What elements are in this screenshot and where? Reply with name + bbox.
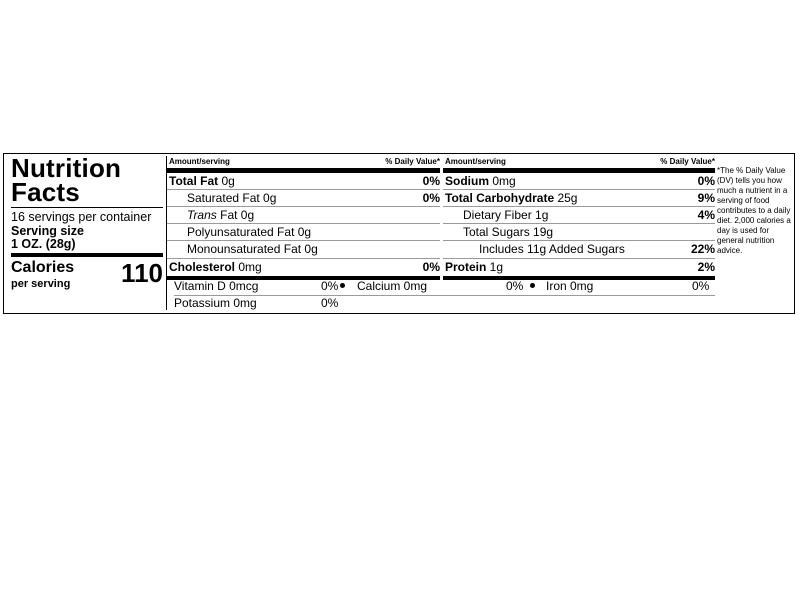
daily-value-footnote: *The % Daily Value (DV) tells you how much a nutrient in a serving of food contributes to a daily diet. 2,000 calories a day is used for general nutrition advice. (717, 166, 791, 255)
dv-header: % Daily Value* (385, 157, 440, 166)
nutrient-dv: 0% (422, 174, 440, 188)
nutrient-row-total-fat (167, 173, 440, 190)
calcium-label: Calcium 0mg (357, 279, 428, 293)
nutrient-amount: 0mg (235, 260, 262, 274)
nutrient-row-polyunsaturated-fat (167, 224, 440, 241)
nutrient-row-trans-fat (167, 207, 440, 224)
nutrient-amount: 19g (529, 225, 554, 239)
nutrient-amount: 25g (554, 191, 578, 205)
nutrient-name: Monounsaturated Fat (187, 242, 302, 256)
nutrition-facts-label (3, 153, 795, 314)
nutrient-dv: 9% (697, 191, 715, 205)
nutrient-name: Cholesterol (169, 260, 236, 274)
nutrient-amount: 0g (301, 242, 318, 256)
vitamins-row-1 (174, 278, 715, 296)
calories-row (11, 257, 163, 291)
nutrient-name: Trans (187, 208, 217, 222)
vitamin-d-dv: 0% (321, 279, 339, 293)
nutrient-amount: 0g (218, 174, 235, 188)
amount-header: Amount/serving (445, 157, 506, 166)
nutrient-row-protein (443, 259, 715, 276)
iron-label: Iron 0mg (546, 279, 594, 293)
title-rule (11, 207, 163, 208)
column-header (443, 156, 715, 168)
label-title (11, 153, 163, 207)
nutrient-amount: 1g (531, 208, 549, 222)
nutrient-amount: 0mg (489, 174, 516, 188)
nutrient-name: Protein (445, 260, 487, 274)
iron-dv: 0% (692, 279, 710, 293)
nutrient-dv: 4% (697, 208, 715, 222)
nutrient-row-total-carbohydrate (443, 190, 715, 207)
nutrient-name: Polyunsaturated Fat (187, 225, 295, 239)
title-line-1: Nutrition (11, 153, 122, 183)
vitamin-d-label: Vitamin D 0mcg (174, 279, 259, 293)
nutrient-row-added-sugars (443, 241, 715, 259)
nutrient-name: Sodium (445, 174, 489, 188)
nutrient-amount: 1g (486, 260, 504, 274)
calcium-dv: 0% (506, 279, 524, 293)
amount-header: Amount/serving (169, 157, 230, 166)
potassium-label: Potassium 0mg (174, 296, 257, 310)
nutrient-amount: Fat 0g (216, 208, 255, 222)
nutrient-name: Dietary Fiber (463, 208, 532, 222)
nutrient-name: Total Sugars (463, 225, 530, 239)
nutrient-dv: 0% (422, 260, 440, 274)
calories-sub: per serving (11, 278, 71, 290)
bullet-icon (530, 283, 535, 288)
nutrient-column-left (167, 156, 440, 280)
potassium-dv: 0% (321, 296, 339, 310)
nutrient-dv: 22% (690, 242, 715, 256)
nutrient-amount: 0g (259, 191, 277, 205)
dv-header: % Daily Value* (660, 157, 715, 166)
bullet-icon (340, 283, 345, 288)
nutrient-row-cholesterol (167, 259, 440, 276)
serving-size-label: Serving size (11, 224, 84, 238)
nutrient-name: Includes 11g Added Sugars (479, 242, 625, 256)
nutrient-name: Total Fat (169, 174, 219, 188)
nutrient-amount: 0g (294, 225, 312, 239)
calories-label: Calories (11, 259, 75, 276)
nutrient-row-dietary-fiber (443, 207, 715, 224)
nutrient-row-monounsaturated-fat (167, 241, 440, 259)
nutrient-name: Saturated Fat (187, 191, 260, 205)
calories-value: 110 (121, 258, 163, 288)
nutrient-name: Total Carbohydrate (445, 191, 555, 205)
nutrient-row-sodium (443, 173, 715, 190)
column-header (167, 156, 440, 168)
nutrient-row-total-sugars (443, 224, 715, 241)
servings-per-container: 16 servings per container (11, 210, 152, 224)
nutrient-column-right (443, 156, 715, 280)
label-summary (11, 153, 163, 291)
title-line-2: Facts (11, 177, 80, 207)
vitamins-row-2 (174, 295, 715, 312)
nutrient-dv: 0% (697, 174, 715, 188)
nutrient-row-saturated-fat (167, 190, 440, 207)
serving-size-value: 1 OZ. (28g) (11, 237, 76, 251)
nutrient-dv: 2% (697, 260, 715, 274)
nutrient-dv: 0% (422, 191, 440, 205)
